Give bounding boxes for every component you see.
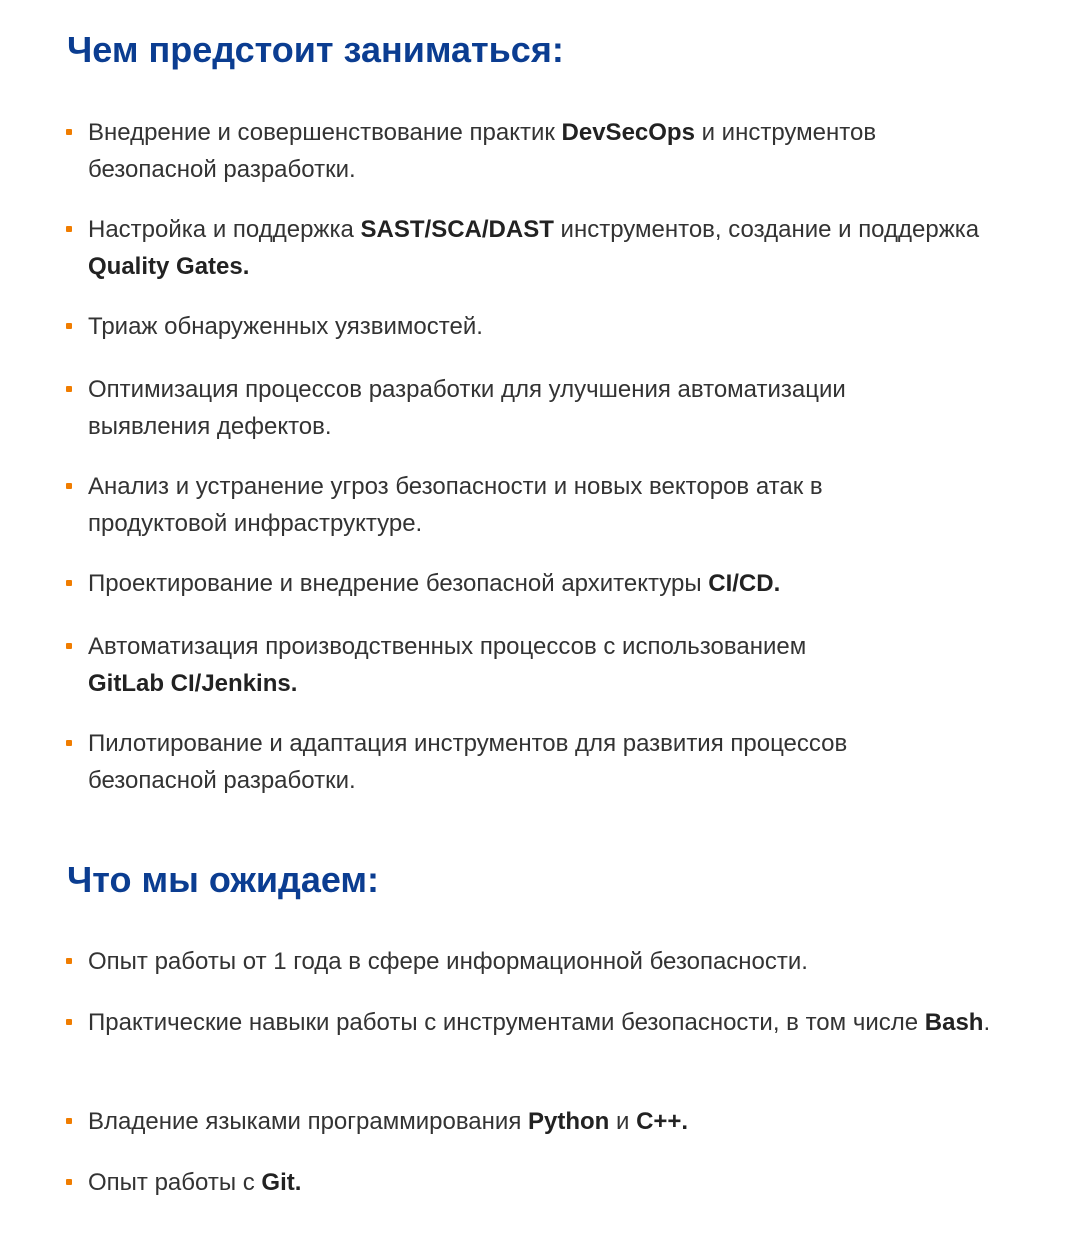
text-run: Практические навыки работы с инструментами безопасности, в том числе <box>88 1009 925 1036</box>
list-item-text <box>88 943 1008 980</box>
bullet-icon <box>66 958 72 964</box>
bold-term: DevSecOps <box>561 119 695 146</box>
bullet-icon <box>66 580 72 586</box>
bullet-icon <box>66 323 72 329</box>
text-run: Пилотирование и адаптация инструментов для развития процессов безопасной разработки. <box>88 730 848 794</box>
bold-term: Git. <box>261 1169 302 1196</box>
text-run: Анализ и устранение угроз безопасности и новых векторов атак в продуктовой инфраструктуре. <box>88 473 823 537</box>
bold-term: Bash <box>924 1009 984 1036</box>
list-item-text <box>88 211 1008 285</box>
text-run: Опыт работы от 1 года в сфере информационной безопасности. <box>88 948 808 975</box>
text-run: Опыт работы с <box>88 1169 262 1196</box>
bullet-icon <box>66 1179 72 1185</box>
list-item-text <box>88 114 1008 188</box>
text-run: Оптимизация процессов разработки для улучшения автоматизации выявления дефектов. <box>88 376 846 440</box>
text-run: Автоматизация производственных процессов с использованием <box>88 633 807 660</box>
text-run: . <box>983 1009 991 1036</box>
bullet-icon <box>66 643 72 649</box>
bold-term: SAST/SCA/DAST <box>360 216 554 243</box>
bold-term: C++. <box>636 1108 689 1135</box>
bullet-icon <box>66 740 72 746</box>
text-run: Владение языками программирования <box>88 1108 528 1135</box>
bullet-icon <box>66 483 72 489</box>
text-run: Триаж обнаруженных уязвимостей. <box>88 313 483 340</box>
section-title-requirements: Что мы ожидаем: <box>67 859 380 900</box>
text-run: и <box>609 1108 637 1135</box>
bullet-icon <box>66 386 72 392</box>
text-run: Проектирование и внедрение безопасной архитектуры <box>88 570 709 597</box>
text-run: Внедрение и совершенствование практик <box>88 119 562 146</box>
section-title-responsibilities: Чем предстоит заниматься: <box>67 29 564 70</box>
list-item-text <box>88 1004 1008 1041</box>
list-item-text <box>88 468 918 542</box>
bullet-icon <box>66 1019 72 1025</box>
bullet-icon <box>66 226 72 232</box>
bullet-icon <box>66 1118 72 1124</box>
bold-term: Quality Gates. <box>88 253 250 280</box>
bullet-icon <box>66 129 72 135</box>
list-item-text <box>88 725 948 799</box>
list-item-text <box>88 628 888 702</box>
text-run: Настройка и поддержка <box>88 216 361 243</box>
list-item-text <box>88 565 1008 602</box>
list-item-text <box>88 308 1008 345</box>
bold-term: GitLab CI/Jenkins. <box>88 670 298 697</box>
list-item-text <box>88 371 928 445</box>
text-run: инструментов, создание и поддержка <box>553 216 980 243</box>
list-item-text <box>88 1164 1008 1201</box>
text-run: и инструментов безопасной разработки. <box>88 119 877 183</box>
list-item-text <box>88 1103 1008 1140</box>
bold-term: CI/CD. <box>708 570 781 597</box>
bold-term: Python <box>527 1108 610 1135</box>
